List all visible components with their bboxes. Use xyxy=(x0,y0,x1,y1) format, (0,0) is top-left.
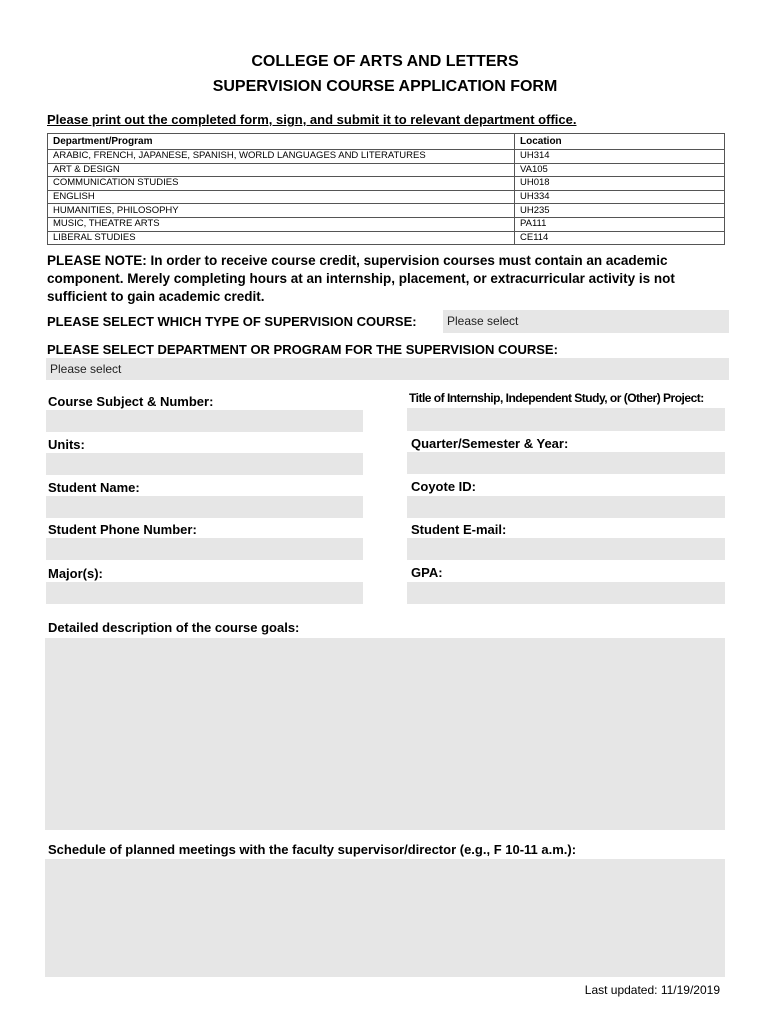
majors-label: Major(s): xyxy=(48,566,103,581)
course-subject-label: Course Subject & Number: xyxy=(48,394,214,409)
department-location-table xyxy=(47,133,725,245)
form-title-line2: SUPERVISION COURSE APPLICATION FORM xyxy=(212,78,558,95)
course-type-select[interactable]: Please select xyxy=(443,310,729,333)
project-title-label: Title of Internship, Independent Study, or (Other) Project: xyxy=(409,391,704,405)
course-goals-textarea[interactable] xyxy=(45,638,725,830)
units-label: Units: xyxy=(48,437,85,452)
location-cell: UH314 xyxy=(515,150,725,164)
academic-note: PLEASE NOTE: In order to receive course credit, supervision courses must contain an academic component. Merely completing hours at an internship, placement, or extracurricular activity is not sufficient to gain academic credit. xyxy=(47,253,675,304)
location-cell: VA105 xyxy=(515,163,725,177)
table-header-row xyxy=(48,134,725,150)
student-name-input[interactable] xyxy=(46,496,363,518)
department-label: PLEASE SELECT DEPARTMENT OR PROGRAM FOR THE SUPERVISION COURSE: xyxy=(47,342,558,357)
table-row xyxy=(48,177,725,191)
department-cell: COMMUNICATION STUDIES xyxy=(48,177,515,191)
project-title-input[interactable] xyxy=(407,408,725,431)
units-input[interactable] xyxy=(46,453,363,475)
phone-input[interactable] xyxy=(46,538,363,560)
table-row xyxy=(48,190,725,204)
table-row xyxy=(48,204,725,218)
table-row xyxy=(48,150,725,164)
department-cell: ARABIC, FRENCH, JAPANESE, SPANISH, WORLD LANGUAGES AND LITERATURES xyxy=(48,150,515,164)
table-row xyxy=(48,231,725,245)
schedule-textarea[interactable] xyxy=(45,859,725,977)
student-name-label: Student Name: xyxy=(48,480,140,495)
course-type-label: PLEASE SELECT WHICH TYPE OF SUPERVISION COURSE: xyxy=(47,314,417,329)
column-header-location: Location xyxy=(515,134,725,150)
schedule-label: Schedule of planned meetings with the faculty supervisor/director (e.g., F 10-11 a.m.): xyxy=(48,842,577,857)
location-cell: PA111 xyxy=(515,217,725,231)
course-subject-input[interactable] xyxy=(46,410,363,432)
location-cell: UH334 xyxy=(515,190,725,204)
department-select[interactable]: Please select xyxy=(46,358,729,380)
location-cell: UH235 xyxy=(515,204,725,218)
department-cell: LIBERAL STUDIES xyxy=(48,231,515,245)
last-updated-text: Last updated: 11/19/2019 xyxy=(584,983,720,997)
course-goals-label: Detailed description of the course goals: xyxy=(48,620,300,635)
department-cell: ENGLISH xyxy=(48,190,515,204)
quarter-label: Quarter/Semester & Year: xyxy=(411,436,569,451)
department-cell: HUMANITIES, PHILOSOPHY xyxy=(48,204,515,218)
email-label: Student E-mail: xyxy=(411,522,507,537)
phone-label: Student Phone Number: xyxy=(48,522,197,537)
location-cell: UH018 xyxy=(515,177,725,191)
department-cell: MUSIC, THEATRE ARTS xyxy=(48,217,515,231)
table-row xyxy=(48,163,725,177)
instruction-text: Please print out the completed form, sign, and submit it to relevant department office. xyxy=(47,112,577,127)
quarter-input[interactable] xyxy=(407,452,725,474)
column-header-department: Department/Program xyxy=(48,134,515,150)
location-cell: CE114 xyxy=(515,231,725,245)
majors-input[interactable] xyxy=(46,582,363,604)
department-cell: ART & DESIGN xyxy=(48,163,515,177)
coyote-id-label: Coyote ID: xyxy=(411,479,476,494)
gpa-label: GPA: xyxy=(411,565,443,580)
coyote-id-input[interactable] xyxy=(407,496,725,518)
form-title-line1: COLLEGE OF ARTS AND LETTERS xyxy=(251,53,519,70)
email-input[interactable] xyxy=(407,538,725,560)
table-row xyxy=(48,217,725,231)
gpa-input[interactable] xyxy=(407,582,725,604)
